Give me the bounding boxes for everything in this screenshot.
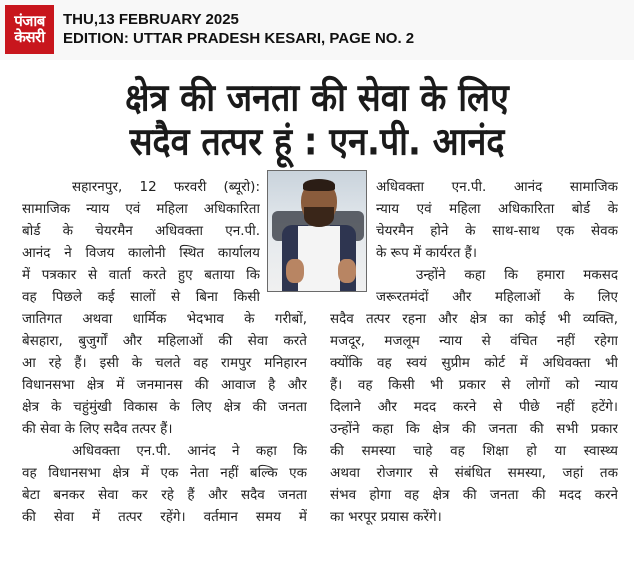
text-line: क्योंकि वह स्वयं सुप्रीम कोर्ट में अधिवक्ता भी — [330, 355, 618, 371]
logo-line-2: केसरी — [14, 27, 45, 46]
edition-meta — [63, 10, 414, 48]
text-line: वह विधानसभा क्षेत्र में एक नेता नहीं बल्कि एक — [22, 465, 307, 481]
text-line: उन्होंने कहा कि क्षेत्र की जनता की सभी प्रकार — [330, 421, 618, 437]
text-line: अथवा रोजगार से संबंधित समस्या, जहां तक — [330, 465, 618, 481]
text-line: सहारनपुर, 12 फरवरी (ब्यूरो): — [72, 179, 260, 195]
headline-line-1: क्षेत्र की जनता की सेवा के लिए — [125, 75, 509, 121]
article-column-left — [22, 176, 307, 528]
text-line: की सेवा में तत्पर रहेंगे। वर्तमान समय में — [22, 509, 307, 525]
clipping-header — [0, 0, 634, 60]
text-line: जातिगत अथवा धार्मिक भेदभाव के गरीबों, — [22, 311, 307, 327]
text-line: सामाजिक न्याय एवं महिला अधिकारिता — [22, 201, 260, 217]
text-line: की समस्या चाहे वह शिक्षा हो या स्वास्थ्य — [330, 443, 618, 459]
text-line: में पत्रकार से वार्ता करते हुए बताया कि — [22, 267, 260, 283]
text-line: उन्होंने कहा कि हमारा मकसद — [416, 267, 618, 283]
text-line: जरूरतमंदों और महिलाओं के लिए — [376, 289, 618, 305]
text-line: हैं। वह किसी भी प्रकार से लोगों को न्याय — [330, 377, 618, 393]
logo-line-1: पंजाब — [14, 11, 45, 30]
article-headline — [0, 76, 634, 164]
right-paragraph-2 — [330, 264, 618, 528]
right-paragraph-1 — [330, 176, 618, 264]
text-line: न्याय एवं महिला अधिकारिता बोर्ड के — [376, 201, 618, 217]
text-line: मजदूर, मजलूम न्याय से वंचित नहीं रहेगा — [330, 333, 618, 349]
text-line: आ रहे हैं। इसी के चलते वह रामपुर मनिहारन — [22, 355, 307, 371]
text-line: आनंद ने विजय कालोनी स्थित कार्यालय — [22, 245, 260, 261]
text-line: का भरपूर प्रयास करेंगे। — [330, 509, 442, 525]
text-line: संभव होगा वह क्षेत्र की जनता की मदद करने — [330, 487, 618, 503]
text-line: सदैव तत्पर रहना और क्षेत्र का कोई भी व्यक्ति, — [330, 311, 618, 327]
text-line: बेटा बनकर सेवा कर रहे हैं और सदैव जनता — [22, 487, 307, 503]
text-line: के रूप में कार्यरत हैं। — [376, 245, 477, 261]
text-line: की सेवा के लिए सदैव तत्पर हैं। — [22, 421, 173, 437]
text-line: क्षेत्र के चहुंमुंखी विकास के लिए क्षेत्र की जनता — [22, 399, 307, 415]
text-line: अधिवक्ता एन.पी. आनंद ने कहा कि — [72, 443, 307, 459]
text-line: अधिवक्ता एन.पी. आनंद सामाजिक — [376, 179, 618, 195]
text-line: विधानसभा क्षेत्र में जनमानस की आवाज है और — [22, 377, 307, 393]
publication-date: THU,13 FEBRUARY 2025 — [63, 11, 239, 28]
text-line: बोर्ड के चेयरमैन अधिवक्ता एन.पी. — [22, 223, 260, 239]
left-paragraph-2 — [22, 440, 307, 528]
punjab-kesari-logo — [5, 5, 54, 54]
text-line: दिलाने और मदद करने से पीछे नहीं हटेंगे। — [330, 399, 618, 415]
edition-info: EDITION: UTTAR PRADESH KESARI, PAGE NO. 2 — [63, 30, 415, 47]
text-line: चेयरमैन होने के साथ-साथ एक सेवक — [376, 223, 618, 239]
text-line: बेसहारा, बुजुर्गों और महिलाओं की सेवा करते — [22, 333, 307, 349]
left-paragraph-1 — [22, 176, 307, 440]
article-column-right — [330, 176, 618, 528]
headline-line-2: सदैव तत्पर हूं : एन.पी. आनंद — [129, 119, 505, 165]
text-line: वह पिछले कई सालों से बिना किसी — [22, 289, 260, 305]
